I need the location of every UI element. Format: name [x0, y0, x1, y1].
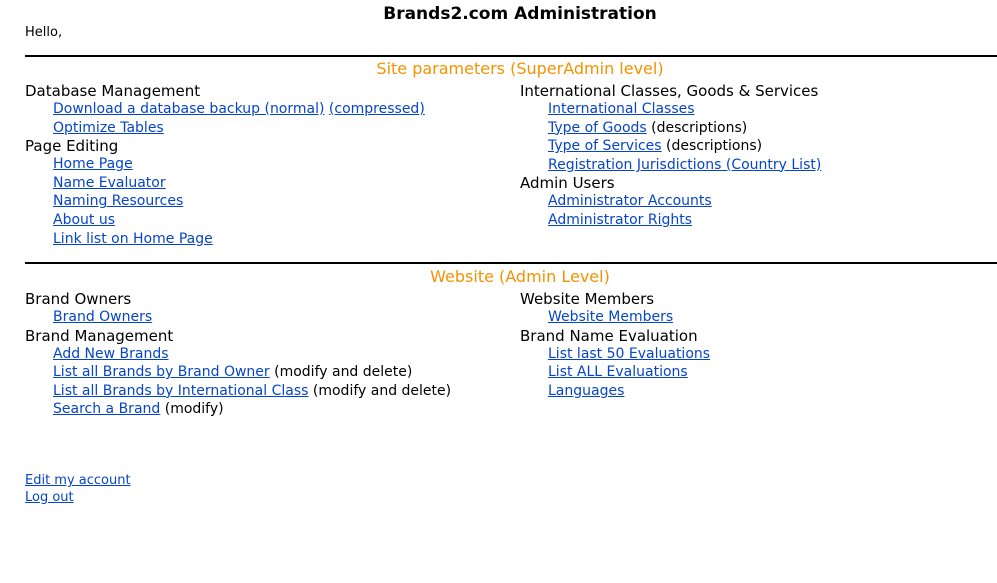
- backup-normal-link[interactable]: Download a database backup (normal): [53, 101, 325, 117]
- group-title-brand-management: Brand Management: [25, 326, 174, 345]
- type-of-goods-link[interactable]: Type of Goods: [548, 119, 647, 136]
- naming-resources-link[interactable]: Naming Resources: [53, 193, 184, 210]
- website-members-link[interactable]: Website Members: [548, 309, 674, 325]
- administrator-rights-link[interactable]: Administrator Rights: [548, 211, 693, 228]
- add-new-brands-link[interactable]: Add New Brands: [53, 345, 169, 362]
- list-brands-by-owner-note: (modify and delete): [274, 364, 413, 381]
- search-brand-link[interactable]: Search a Brand: [53, 401, 161, 418]
- database-backup-item: [25, 100, 425, 119]
- home-page-link[interactable]: Home Page: [53, 156, 133, 173]
- greeting: Hello,: [25, 25, 63, 40]
- logout-link[interactable]: Log out: [25, 490, 74, 505]
- search-brand-note: (modify): [164, 401, 224, 418]
- group-title-admin-users: Admin Users: [520, 174, 615, 193]
- group-title-website-members: Website Members: [520, 290, 655, 308]
- optimize-item: [25, 119, 425, 138]
- group-title-database: Database Management: [25, 82, 201, 100]
- group-title-international: International Classes, Goods & Services: [520, 82, 819, 100]
- optimize-tables-link[interactable]: Optimize Tables: [53, 119, 164, 136]
- international-classes-link[interactable]: International Classes: [548, 101, 695, 117]
- type-of-goods-note: (descriptions): [651, 119, 748, 136]
- section-title-site-parameters: Site parameters (SuperAdmin level): [376, 59, 664, 78]
- about-us-link[interactable]: About us: [53, 211, 116, 228]
- type-of-services-note: (descriptions): [666, 138, 763, 155]
- website-right-column: [520, 290, 710, 400]
- footer-logout: [25, 489, 74, 506]
- edit-account-link[interactable]: Edit my account: [25, 473, 131, 488]
- last-50-evaluations-link[interactable]: List last 50 Evaluations: [548, 345, 711, 362]
- group-title-brand-name-evaluation: Brand Name Evaluation: [520, 326, 698, 345]
- group-title-page-editing: Page Editing: [25, 137, 119, 156]
- site-params-left-column: [25, 82, 425, 248]
- divider: [25, 55, 997, 57]
- link-list-home-link[interactable]: Link list on Home Page: [53, 230, 213, 247]
- list-brands-by-class-link[interactable]: List all Brands by International Class: [53, 382, 309, 399]
- section-title-website: Website (Admin Level): [430, 267, 610, 286]
- administrator-accounts-link[interactable]: Administrator Accounts: [548, 193, 712, 210]
- site-params-right-column: [520, 82, 821, 230]
- website-left-column: [25, 290, 451, 419]
- registration-jurisdictions-link[interactable]: Registration Jurisdictions (Country List): [548, 156, 822, 173]
- footer-edit: [25, 472, 131, 489]
- name-evaluator-link[interactable]: Name Evaluator: [53, 174, 166, 191]
- list-brands-by-class-note: (modify and delete): [312, 382, 452, 399]
- type-of-services-link[interactable]: Type of Services: [548, 138, 662, 155]
- page-title: Brands2.com Administration: [383, 4, 657, 24]
- languages-link[interactable]: Languages: [548, 382, 625, 399]
- backup-compressed-link[interactable]: (compressed): [328, 101, 425, 117]
- brand-owners-link[interactable]: Brand Owners: [53, 309, 153, 325]
- divider: [25, 262, 997, 264]
- all-evaluations-link[interactable]: List ALL Evaluations: [548, 364, 688, 381]
- list-brands-by-owner-link[interactable]: List all Brands by Brand Owner: [53, 364, 270, 381]
- group-title-brand-owners: Brand Owners: [25, 290, 132, 308]
